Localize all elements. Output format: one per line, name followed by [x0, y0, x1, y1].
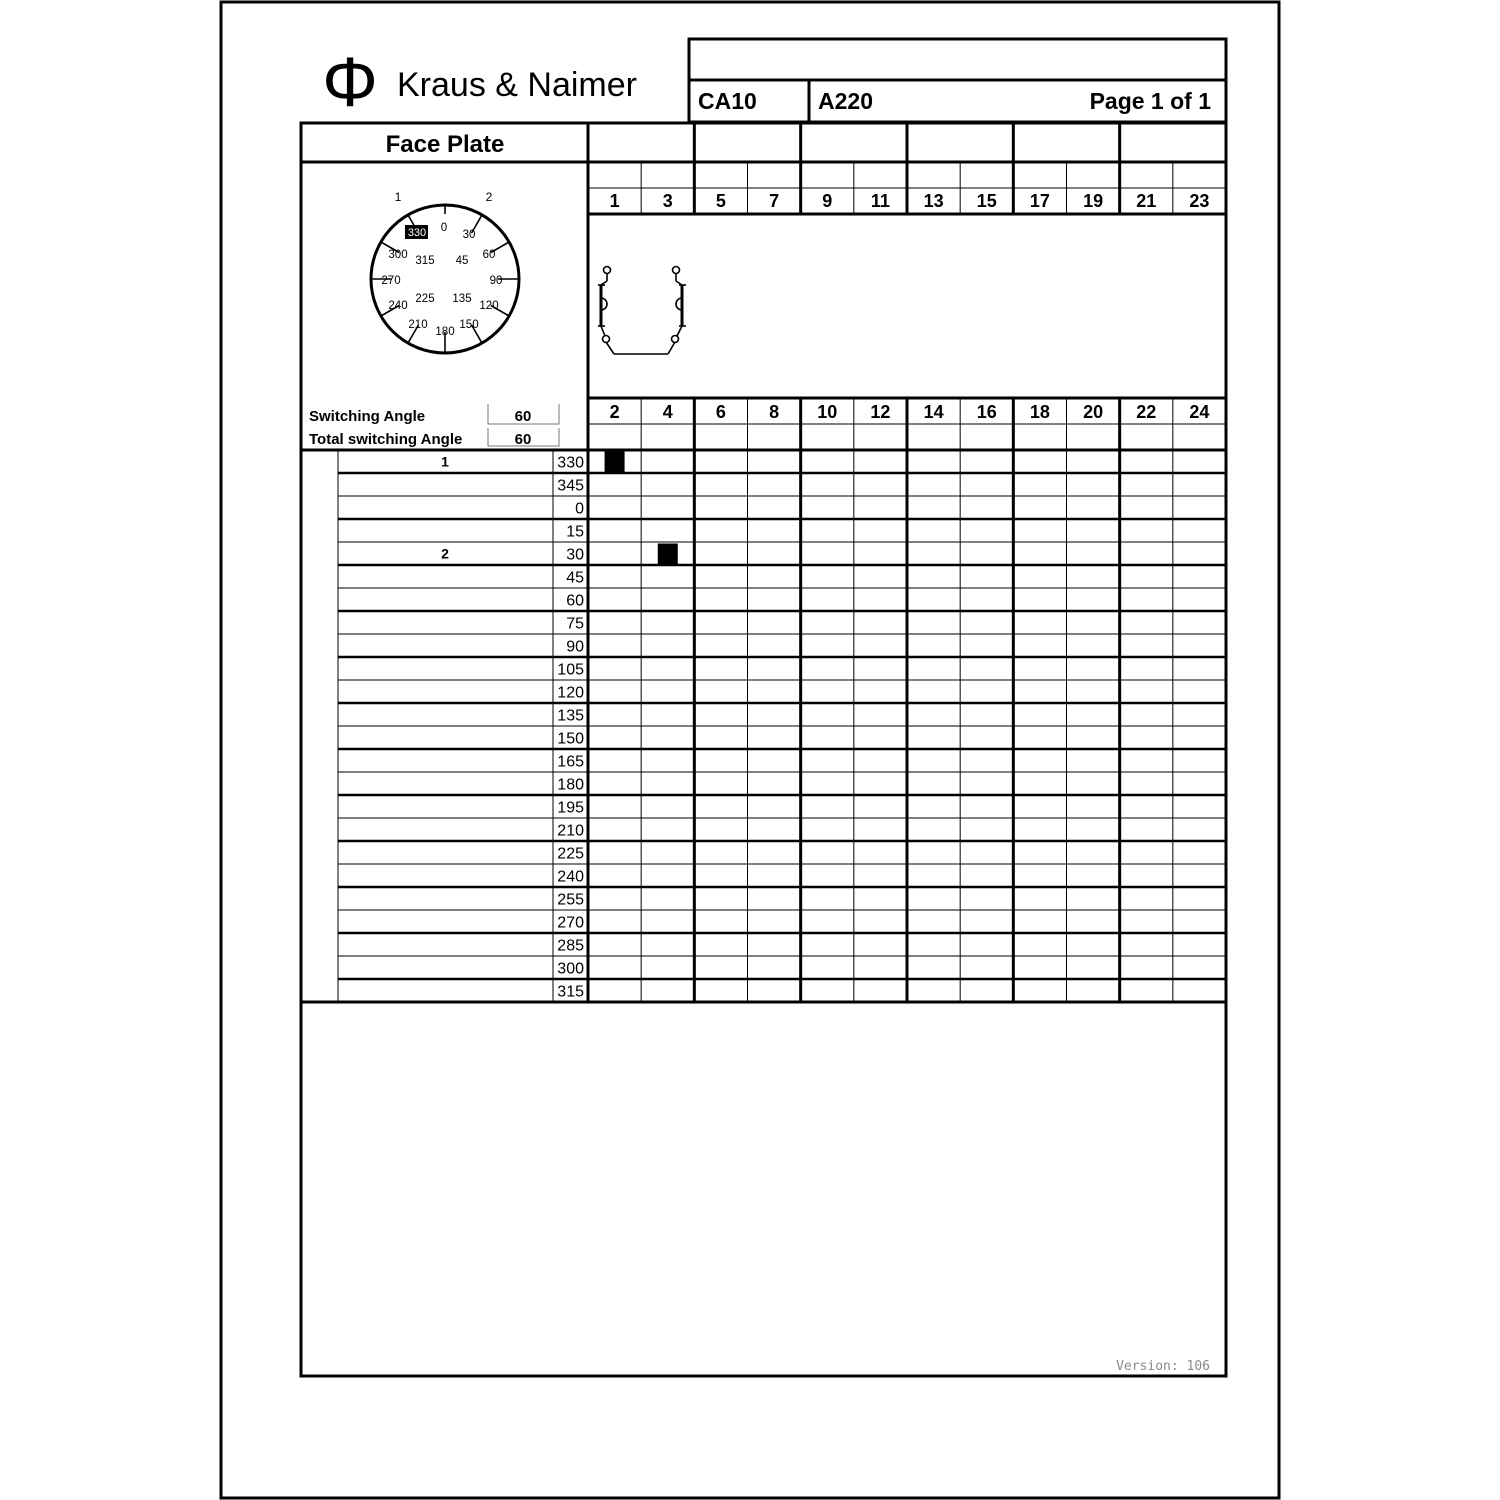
table-row	[557, 915, 584, 932]
bottom-terminal-label: 8	[769, 402, 780, 422]
version-label: Version: 106	[1116, 1359, 1210, 1374]
switching-angle-label: Switching Angle	[309, 408, 426, 425]
dial-angle-label: 180	[435, 326, 455, 338]
bottom-terminal-label: 14	[923, 402, 944, 422]
angle-label: 225	[557, 845, 584, 863]
top-terminal-label: 9	[822, 191, 833, 211]
table-row	[566, 524, 584, 541]
angle-label: 120	[557, 684, 584, 702]
table-row	[441, 544, 678, 565]
closed-contact-mark	[658, 544, 678, 565]
table-row	[557, 685, 584, 702]
dial-position-marker: 2	[485, 190, 493, 204]
dial-angle-label: 45	[455, 255, 469, 267]
bottom-terminal-label: 18	[1029, 402, 1050, 422]
page-indicator: Page 1 of 1	[1089, 88, 1211, 114]
angle-label: 330	[557, 454, 584, 472]
dial-angle-label: 210	[408, 319, 428, 331]
total-switching-angle-value: 60	[514, 431, 532, 448]
bottom-terminal-label: 10	[817, 402, 838, 422]
table-row	[566, 639, 584, 656]
angle-label: 165	[557, 753, 584, 771]
top-terminal-label: 3	[662, 191, 673, 211]
dial-angle-label: 240	[388, 300, 408, 312]
bottom-terminal-label: 2	[609, 402, 620, 422]
dial-position-marker: 1	[394, 190, 402, 204]
switching-angle-panel	[309, 404, 559, 448]
contact-schematic-icon	[598, 267, 686, 355]
angle-label: 345	[557, 477, 584, 495]
angle-label: 195	[557, 799, 584, 817]
series-code: CA10	[698, 88, 757, 114]
angle-label: 300	[557, 960, 584, 978]
table-row	[557, 708, 584, 725]
bottom-terminal-label: 16	[976, 402, 997, 422]
angle-label: 90	[566, 638, 584, 656]
table-row	[441, 452, 624, 473]
top-terminal-label: 13	[923, 191, 944, 211]
angle-label: 315	[557, 983, 584, 1001]
top-terminal-label: 7	[769, 191, 780, 211]
total-switching-angle-label: Total switching Angle	[309, 431, 463, 448]
angle-label: 180	[557, 776, 584, 794]
bottom-terminal-label: 22	[1136, 402, 1157, 422]
top-terminal-label: 21	[1136, 191, 1157, 211]
position-label: 2	[441, 545, 449, 562]
top-terminal-label: 15	[976, 191, 997, 211]
table-row	[557, 961, 584, 978]
top-terminal-label: 11	[870, 191, 890, 211]
top-terminal-label: 23	[1189, 191, 1210, 211]
face-plate-dial	[371, 190, 519, 353]
dial-angle-label: 135	[452, 293, 472, 305]
table-row	[557, 777, 584, 794]
face-plate-title: Face Plate	[385, 131, 505, 158]
dial-angle-label: 30	[462, 229, 476, 241]
table-row	[557, 800, 584, 817]
table-row	[557, 984, 584, 1001]
position-label: 1	[441, 453, 449, 470]
dial-angle-label: 270	[381, 275, 401, 287]
angle-label: 30	[566, 546, 584, 564]
angle-label: 60	[566, 592, 584, 610]
dial-angle-label: 60	[482, 249, 496, 261]
switching-angle-value: 60	[514, 408, 532, 425]
kraus-naimer-logo	[322, 43, 637, 121]
angle-label: 0	[575, 500, 584, 518]
table-row	[566, 616, 584, 633]
angle-label: 240	[557, 868, 584, 886]
top-terminal-label: 1	[609, 191, 620, 211]
bottom-terminal-label: 24	[1189, 402, 1210, 422]
table-row	[566, 570, 584, 587]
angle-label: 210	[557, 822, 584, 840]
top-terminal-label: 17	[1029, 191, 1050, 211]
table-row	[557, 478, 584, 495]
dial-angle-label: 315	[415, 255, 435, 267]
bottom-terminal-label: 6	[715, 402, 726, 422]
dial-angle-label: 300	[388, 249, 408, 261]
top-terminal-label: 5	[715, 191, 726, 211]
table-row	[557, 869, 584, 886]
angle-label: 135	[557, 707, 584, 725]
bottom-terminal-label: 12	[870, 402, 891, 422]
angle-label: 105	[557, 661, 584, 679]
angle-label: 45	[566, 569, 584, 587]
angle-label: 150	[557, 730, 584, 748]
table-row	[557, 938, 584, 955]
angle-label: 285	[557, 937, 584, 955]
table-row	[557, 754, 584, 771]
dial-angle-label: 90	[489, 275, 503, 287]
top-terminal-label: 19	[1083, 191, 1104, 211]
table-row	[557, 823, 584, 840]
table-row	[566, 593, 584, 610]
program-code: A220	[818, 88, 873, 114]
closed-contact-mark	[605, 452, 625, 473]
angle-label: 75	[566, 615, 584, 633]
table-row	[557, 731, 584, 748]
dial-angle-label: 225	[415, 293, 435, 305]
table-row	[575, 501, 584, 518]
dial-angle-label: 0	[440, 222, 448, 234]
angle-label: 15	[566, 523, 584, 541]
table-row	[557, 892, 584, 909]
dial-angle-label: 150	[459, 319, 479, 331]
table-row	[557, 662, 584, 679]
bottom-terminal-label: 4	[662, 402, 673, 422]
contact-header-grid	[588, 123, 1226, 450]
angle-label: 255	[557, 891, 584, 909]
switching-table	[301, 450, 1226, 1002]
phi-logo-icon: Φ	[322, 43, 378, 121]
table-row	[557, 846, 584, 863]
bottom-terminal-label: 20	[1083, 402, 1104, 422]
angle-label: 270	[557, 914, 584, 932]
title-block	[689, 39, 1226, 122]
company-name: Kraus & Naimer	[397, 66, 637, 104]
dial-highlight-label: 330	[407, 227, 427, 239]
dial-angle-label: 120	[479, 300, 499, 312]
